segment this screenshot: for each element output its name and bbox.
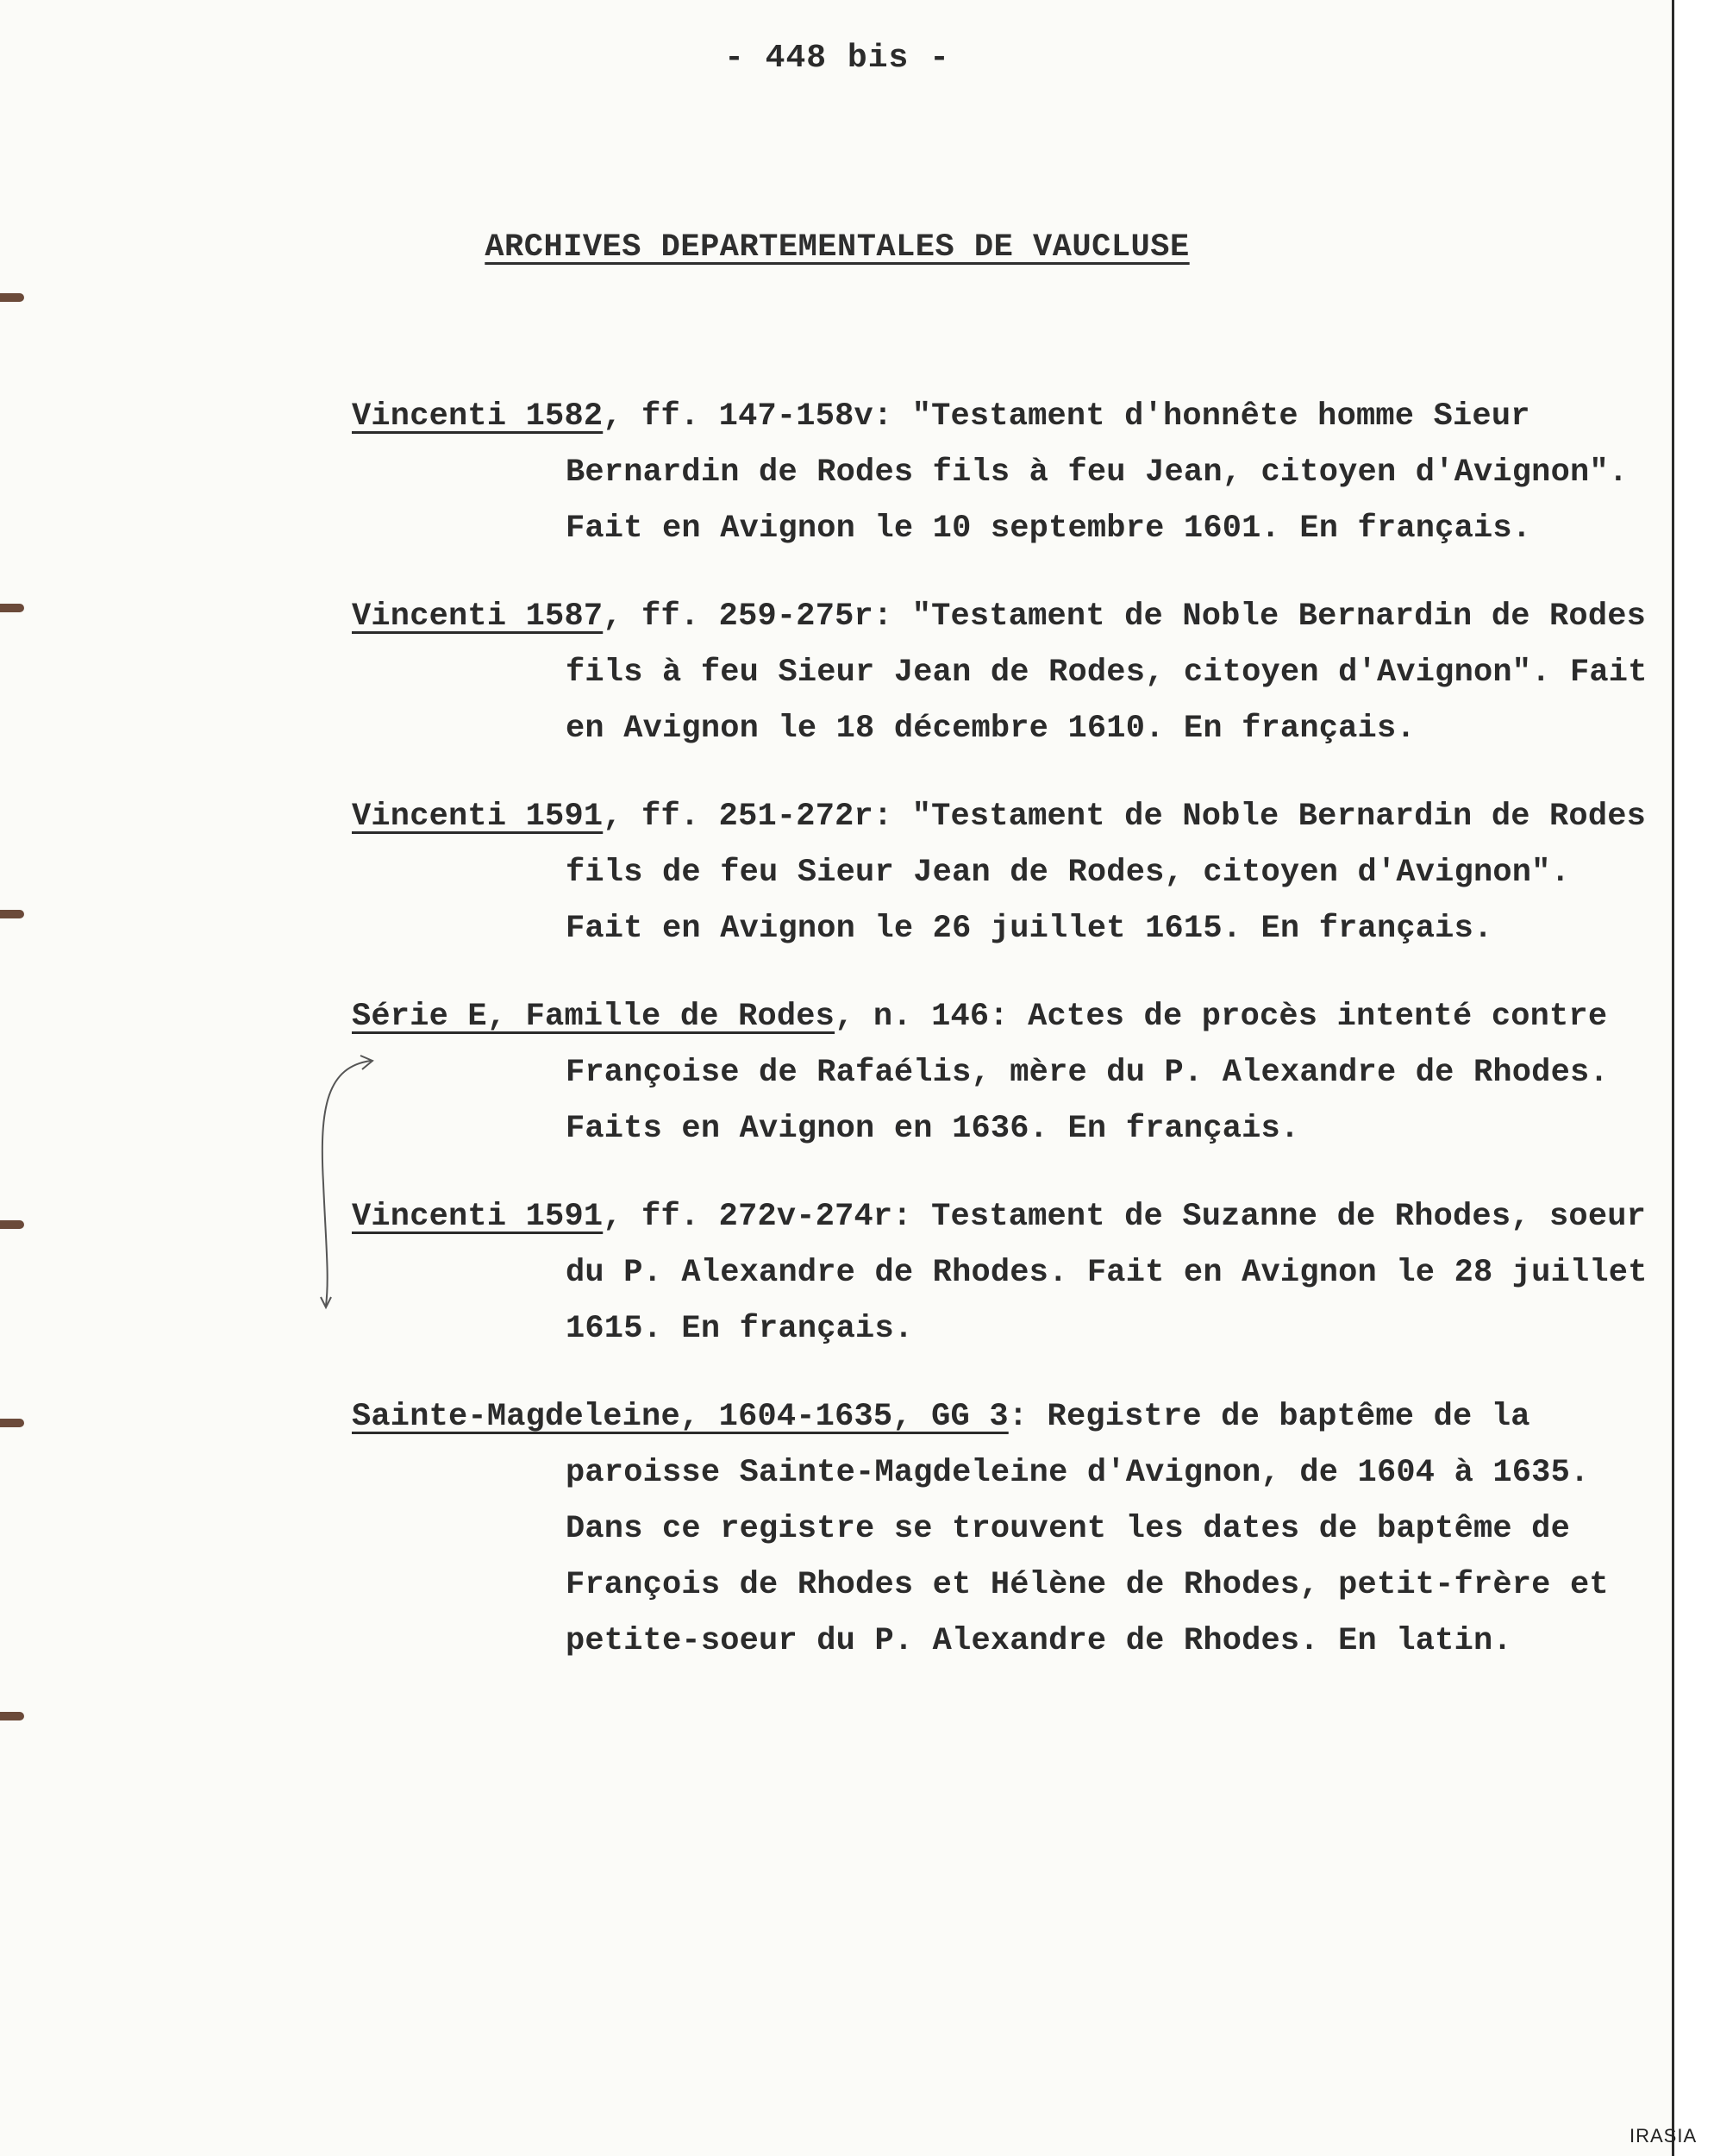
binding-hole — [0, 1419, 24, 1427]
entry-text: , ff. 147-158v: "Testament d'honnête homme Sieur Bernardin de Rodes fils à feu Jean, citoyen d'Avignon". Fait en Avignon le 10 septembre 1601. En français. — [566, 398, 1629, 547]
archive-entry — [352, 589, 1662, 757]
entry-reference: Vincenti 1587 — [352, 599, 604, 635]
entry-reference: Série E, Famille de Rodes — [352, 999, 835, 1035]
archive-entry — [352, 1189, 1662, 1357]
archive-entry — [352, 789, 1662, 957]
archive-entry — [352, 389, 1662, 557]
binding-hole — [0, 293, 24, 302]
binding-hole — [0, 1712, 24, 1720]
archive-entries — [352, 357, 1662, 1695]
archive-entry — [352, 1389, 1662, 1670]
entry-reference: Vincenti 1582 — [352, 398, 604, 435]
binding-hole — [0, 604, 24, 612]
binding-hole — [0, 910, 24, 918]
page-number: - 448 bis - — [724, 40, 950, 77]
entry-text: : Registre de baptême de la paroisse Sainte-Magdeleine d'Avignon, de 1604 à 1635. Dans ce registre se trouvent les dates de baptême de François de Rhodes et Hélène de Rhodes, petit-frère et petite-soeur du P. Alexandre de Rhodes. En latin. — [566, 1399, 1609, 1659]
binding-holes — [0, 0, 69, 2156]
entry-text: , ff. 272v-274r: Testament de Suzanne de Rhodes, soeur du P. Alexandre de Rhodes. Fait en Avignon le 28 juillet 1615. En français. — [566, 1199, 1648, 1347]
entry-reference: Sainte-Magdeleine, 1604-1635, GG 3 — [352, 1399, 1009, 1435]
page-edge — [1677, 0, 1714, 2156]
page-title: ARCHIVES DEPARTEMENTALES DE VAUCLUSE — [485, 229, 1190, 266]
entry-text: , ff. 251-272r: "Testament de Noble Bernardin de Rodes fils de feu Sieur Jean de Rodes, citoyen d'Avignon". Fait en Avignon le 26 juillet 1615. En français. — [566, 799, 1647, 947]
entry-reference: Vincenti 1591 — [352, 1199, 604, 1235]
binding-hole — [0, 1220, 24, 1229]
entry-reference: Vincenti 1591 — [352, 799, 604, 835]
entry-text: , n. 146: Actes de procès intenté contre Françoise de Rafaélis, mère du P. Alexandre de Rhodes. Faits en Avignon en 1636. En français. — [566, 999, 1609, 1147]
entry-text: , ff. 259-275r: "Testament de Noble Bernardin de Rodes fils à feu Sieur Jean de Rodes, citoyen d'Avignon". Fait en Avignon le 18 décembre 1610. En français. — [566, 599, 1648, 747]
watermark: IRASIA — [1630, 2125, 1698, 2147]
archive-entry — [352, 989, 1662, 1157]
